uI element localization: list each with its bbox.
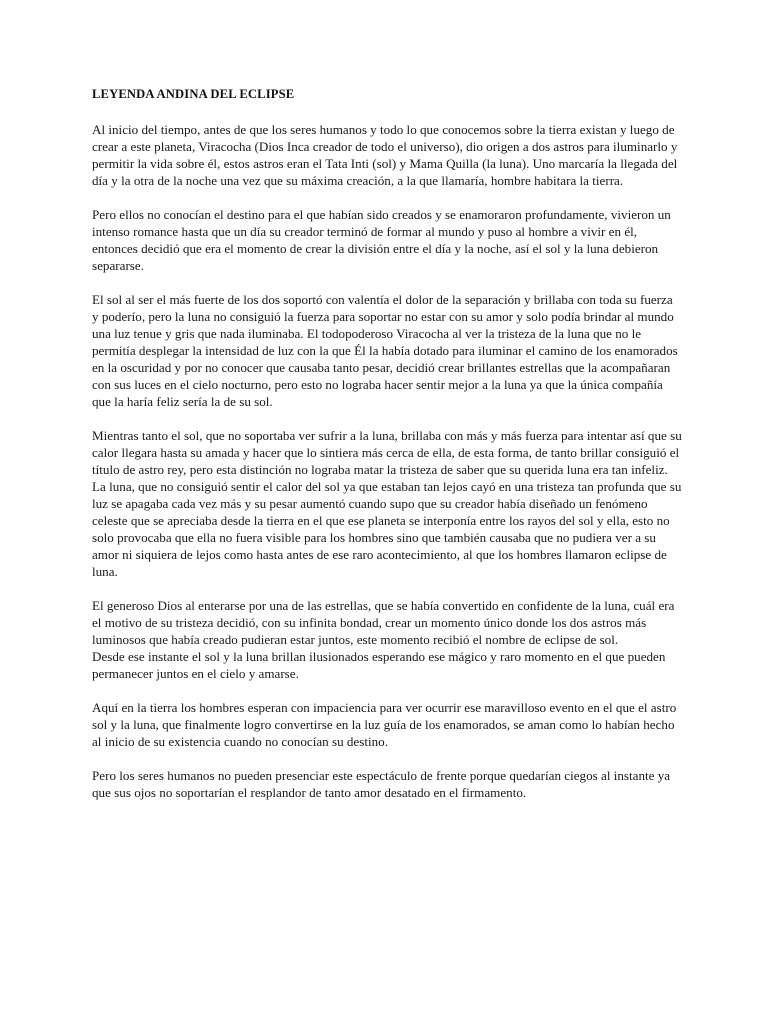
document-body xyxy=(92,86,682,818)
paragraph-creation: Al inicio del tiempo, antes de que los seres humanos y todo lo que conocemos sobre la tierra existan y luego de crear a este planeta, Viracocha (Dios Inca creador de todo el universo), dio origen a dos astros para iluminarlo y permitir la vida sobre él, estos astros eran el Tata Inti (sol) y Mama Quilla (la luna). Uno marcaría la llegada del día y la otra de la noche una vez que su máxima creación, a la que llamaría, hombre habitara la tierra. xyxy=(92,122,678,188)
document-title: LEYENDA ANDINA DEL ECLIPSE xyxy=(92,87,295,101)
paragraph-lunar-eclipse: Mientras tanto el sol, que no soportaba ver sufrir a la luna, brillaba con más y más fuerza para intentar así que su calor llegara hasta su amada y hacer que lo sintiera más cerca de ella, de esta forma, de tanto brillar consiguió el título de astro rey, pero esta distinción no lograba matar la tristeza de saber que su querida luna era tan infeliz. La luna, que no consiguió sentir el calor del sol ya que estaban tan lejos cayó en una tristeza tan profunda que su luz se apagaba cada vez más y su pesar aumentó cuando supo que su creador había diseñado un fenómeno celeste que se apreciaba desde la tierra en el que ese planeta se interponía entre los rayos del sol y ella, esto no solo provocaba que ella no fuera visible para los hombres sino que también causaba que no pudiera ver a su amor ni siquiera de lejos como hasta antes de ese raro acontecimiento, al que los hombres llamaron eclipse de luna. xyxy=(92,428,682,579)
paragraph-sun-and-moon: El sol al ser el más fuerte de los dos soportó con valentía el dolor de la separación y brillaba con toda su fuerza y poderío, pero la luna no consiguió la fuerza para soportar no estar con su amor y solo podía brindar al mundo una luz tenue y gris que nada iluminaba. El todopoderoso Viracocha al ver la tristeza de la luna que no le permitía desplegar la intensidad de luz con la que Él la había dotado para iluminar el camino de los enamorados en la oscuridad y por no conocer que causaba tanto pesar, decidió crear brillantes estrellas que la acompañaran con sus luces en el cielo nocturno, pero esto no lograba hacer sentir mejor a la luna ya que la única compañía que la haría feliz sería la de su sol. xyxy=(92,292,678,409)
paragraph-humans-wait: Aquí en la tierra los hombres esperan con impaciencia para ver ocurrir ese maravilloso evento en el que el astro sol y la luna, que finalmente logro convertirse en la luz guía de los enamorados, se aman como lo habían hecho al inicio de su existencia cuando no conocían su destino. xyxy=(92,700,677,749)
paragraph-separation: Pero ellos no conocían el destino para el que habían sido creados y se enamoraron profundamente, vivieron un intenso romance hasta que un día su creador terminó de formar al mundo y puso al hombre a vivir en él, entonces decidió que era el momento de crear la división entre el día y la noche, así el sol y la luna debieron separarse. xyxy=(92,207,671,273)
paragraph-solar-eclipse: El generoso Dios al enterarse por una de las estrellas, que se había convertido en confidente de la luna, cuál era el motivo de su tristeza decidió, con su infinita bondad, crear un momento único donde los dos astros más luminosos que había creado pudieran estar juntos, este momento recibió el nombre de eclipse de sol. xyxy=(92,598,675,647)
paragraph-blinding-love: Pero los seres humanos no pueden presenciar este espectáculo de frente porque quedarían ciegos al instante ya que sus ojos no soportarían el resplandor de tanto amor desatado en el firmamento. xyxy=(92,768,671,800)
paragraph-together: Desde ese instante el sol y la luna brillan ilusionados esperando ese mágico y raro momento en el que pueden permanecer juntos en el cielo y amarse. xyxy=(92,649,666,681)
